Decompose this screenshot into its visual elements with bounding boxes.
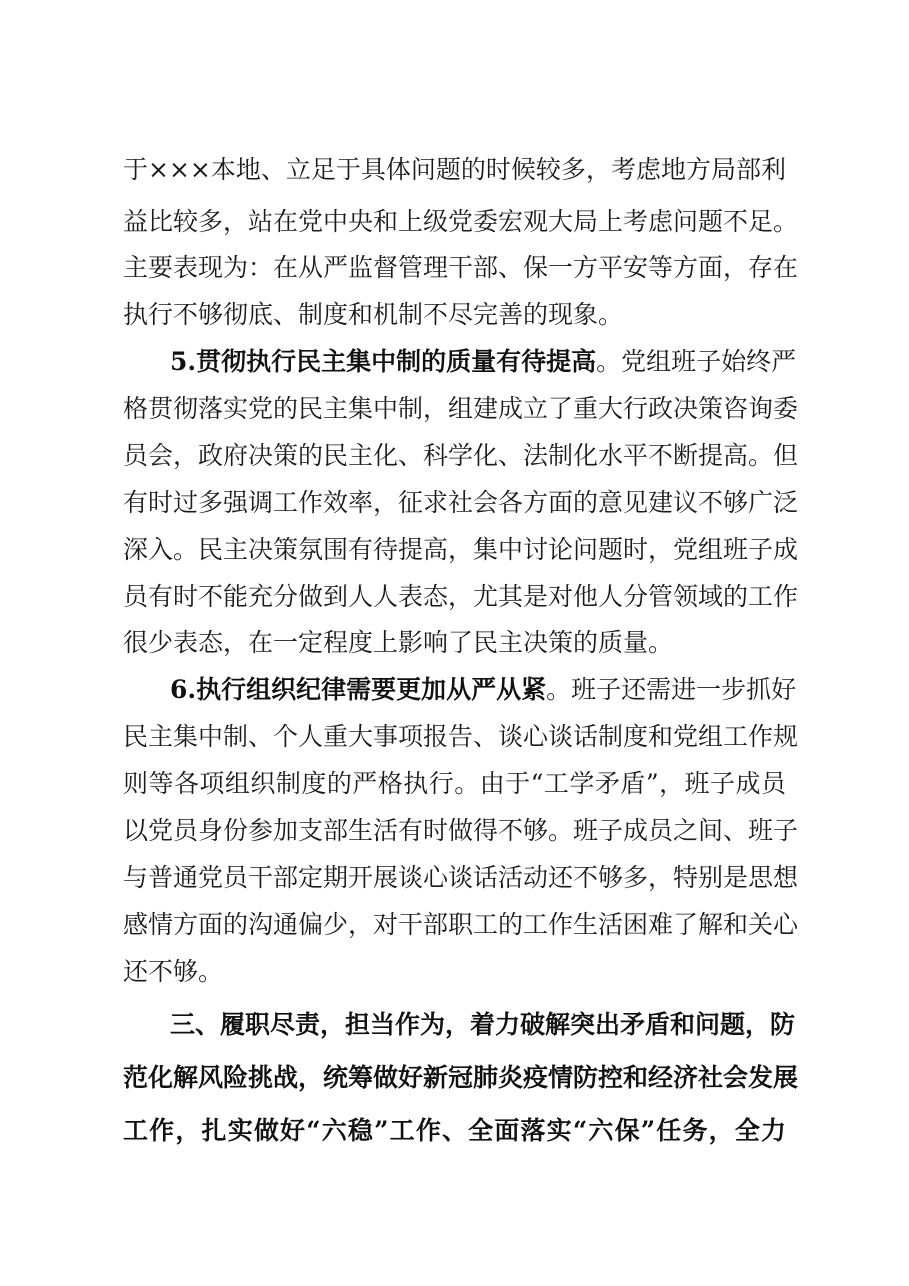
paragraph-line: 有时过多强调工作效率，征求社会各方面的意见建议不够广泛 [123, 488, 799, 517]
paragraph-line: 主要表现为：在从严监督管理干部、保一方平安等方面，存在 [123, 253, 799, 282]
paragraph-first-line [170, 668, 797, 712]
paragraph-line: 于×××本地、立足于具体问题的时候较多，考虑地方局部利 [123, 155, 786, 184]
paragraph-line: 执行不够彻底、制度和机制不尽完善的现象。 [123, 300, 624, 329]
paragraph-line: 还不够。 [123, 957, 224, 986]
section-heading-line: 三、履职尽责，担当作为，着力破解突出矛盾和问题，防 [170, 1010, 796, 1039]
paragraph-line: 深入。民主决策氛围有待提高，集中讨论问题时，党组班子成 [123, 535, 799, 564]
section-heading: 6.执行组织纪律需要更加从严从紧 [170, 675, 547, 704]
paragraph-line: 格贯彻落实党的民主集中制，组建成立了重大行政决策咨询委 [123, 394, 799, 423]
section-heading-line: 工作，扎实做好“六稳”工作、全面落实“六保”任务，全力 [123, 1116, 786, 1145]
paragraph-line: 以党员身份参加支部生活有时做得不够。班子成员之间、班子 [123, 816, 799, 845]
paragraph-text: 。班子还需进一步抓好 [546, 675, 797, 704]
paragraph-line: 很少表态，在一定程度上影响了民主决策的质量。 [123, 628, 674, 657]
paragraph-line: 民主集中制、个人重大事项报告、谈心谈话制度和党组工作规 [123, 722, 799, 751]
paragraph-line: 与普通党员干部定期开展谈心谈话活动还不够多，特别是思想 [123, 863, 799, 892]
paragraph-line: 益比较多，站在党中央和上级党委宏观大局上考虑问题不足。 [123, 207, 799, 236]
paragraph-first-line [170, 340, 797, 384]
paragraph-line: 感情方面的沟通偏少，对干部职工的工作生活困难了解和关心 [123, 910, 799, 939]
paragraph-line: 员有时不能充分做到人人表态，尤其是对他人分管领域的工作 [123, 582, 799, 611]
section-heading: 5.贯彻执行民主集中制的质量有待提高 [170, 347, 597, 376]
paragraph-line: 则等各项组织制度的严格执行。由于“工学矛盾”，班子成员 [123, 769, 786, 798]
section-heading-line: 范化解风险挑战，统筹做好新冠肺炎疫情防控和经济社会发展 [123, 1063, 799, 1092]
paragraph-text: 。党组班子始终严 [596, 347, 797, 376]
paragraph-line: 员会，政府决策的民主化、科学化、法制化水平不断提高。但 [123, 441, 799, 470]
